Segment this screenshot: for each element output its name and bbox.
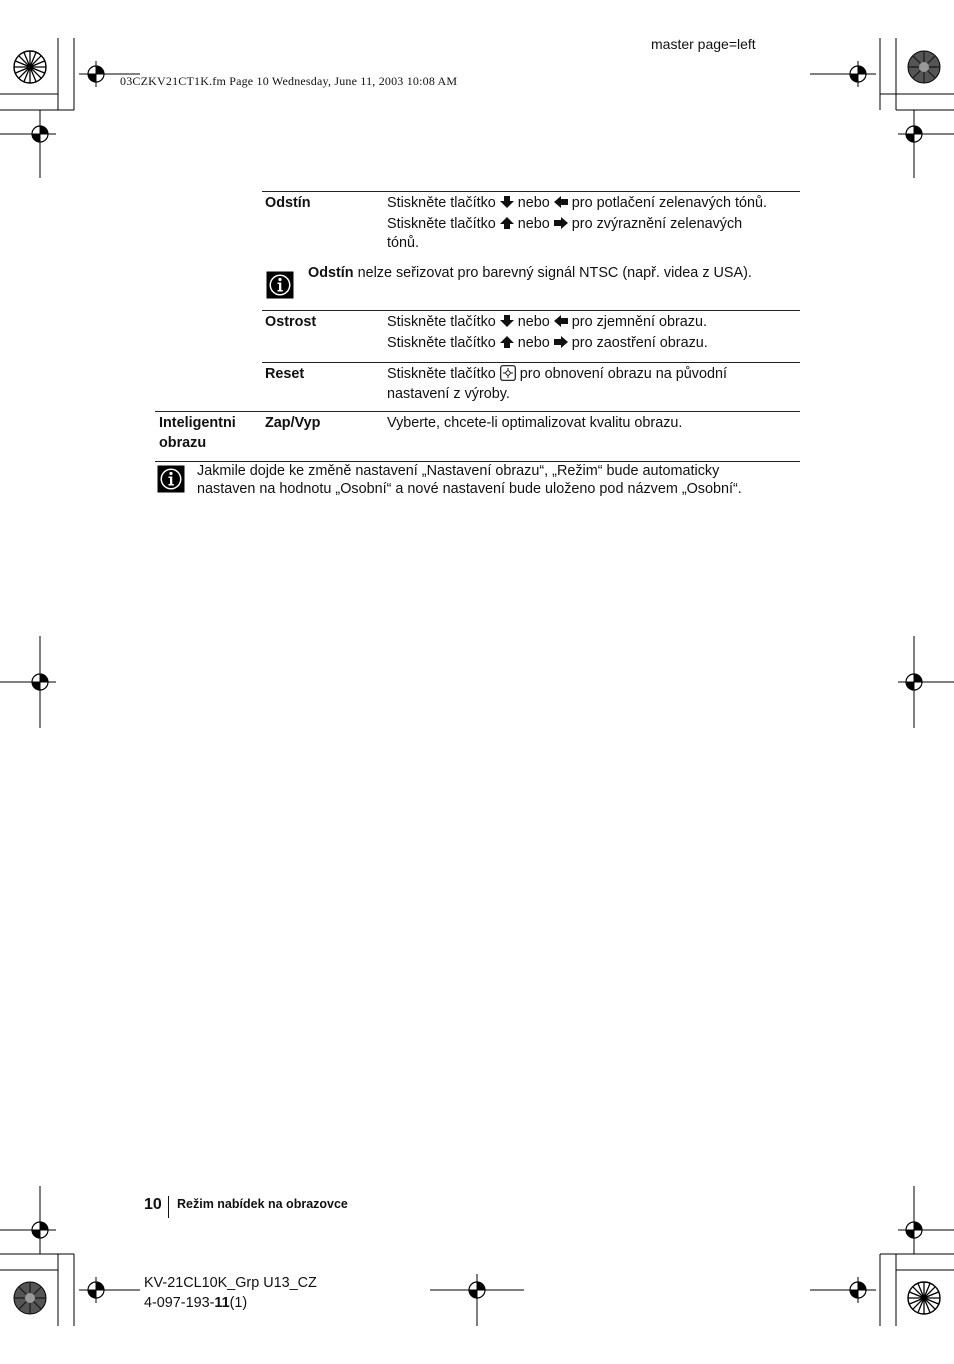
odstin-line2 bbox=[387, 215, 742, 235]
info-icon bbox=[157, 465, 185, 493]
row-label-odstin: Odstín bbox=[265, 195, 311, 211]
row-label-intelligent-2: obrazu bbox=[159, 435, 207, 451]
rule-top bbox=[262, 191, 800, 192]
ostrost-text-2c: pro zaostření obrazu. bbox=[571, 335, 708, 351]
reset-line1 bbox=[387, 365, 727, 385]
reset-line2: nastavení z výroby. bbox=[387, 386, 510, 402]
odstin-text-2a: Stiskněte tlačítko bbox=[387, 216, 496, 232]
ostrost-text-1b: nebo bbox=[517, 314, 550, 330]
reset-text-1a: Stiskněte tlačítko bbox=[387, 366, 496, 382]
info-icon bbox=[266, 271, 294, 299]
odstin-text-2b: nebo bbox=[517, 216, 550, 232]
intelligent-desc: Vyberte, chcete-li optimalizovat kvalitu obrazu. bbox=[387, 415, 683, 431]
odstin-text-2c: pro zvýraznění zelenavých bbox=[571, 216, 743, 232]
rule-ostrost bbox=[262, 310, 800, 311]
section-title: Režim nabídek na obrazovce bbox=[177, 1197, 348, 1211]
page-number-divider bbox=[168, 1196, 169, 1218]
ostrost-line2 bbox=[387, 334, 708, 354]
odstin-note-text: nelze seřizovat pro barevný signál NTSC (např. videa z USA). bbox=[357, 265, 752, 281]
row-label-ostrost: Ostrost bbox=[265, 314, 317, 330]
odstin-note-bold: Odstín bbox=[308, 265, 354, 281]
arrow-left-icon bbox=[554, 315, 568, 327]
row-option-zapvyp: Zap/Vyp bbox=[265, 415, 321, 431]
bottom-note-line1: Jakmile dojde ke změně nastavení „Nastavení obrazu“, „Režim“ bude automaticky bbox=[197, 463, 720, 479]
odstin-text-1b: nebo bbox=[517, 195, 550, 211]
odstin-text-1c: pro potlačení zelenavých tónů. bbox=[571, 195, 767, 211]
ostrost-text-2b: nebo bbox=[517, 335, 550, 351]
row-label-reset: Reset bbox=[265, 366, 305, 382]
part-number-prefix: 4-097-193- bbox=[144, 1295, 215, 1311]
arrow-down-icon bbox=[500, 315, 514, 327]
odstin-text-1a: Stiskněte tlačítko bbox=[387, 195, 496, 211]
ostrost-line1 bbox=[387, 313, 707, 333]
odstin-line1 bbox=[387, 194, 767, 214]
ostrost-text-1c: pro zjemnění obrazu. bbox=[571, 314, 707, 330]
ostrost-text-1a: Stiskněte tlačítko bbox=[387, 314, 496, 330]
arrow-right-icon bbox=[554, 217, 568, 229]
master-page-label: master page=left bbox=[651, 36, 756, 52]
rule-reset bbox=[262, 362, 800, 363]
arrow-down-icon bbox=[500, 196, 514, 208]
arrow-left-icon bbox=[554, 196, 568, 208]
arrow-up-icon bbox=[500, 336, 514, 348]
arrow-up-icon bbox=[500, 217, 514, 229]
bottom-note-line2: nastaven na hodnotu „Osobní“ a nové nastavení bude uloženo pod názvem „Osobní“. bbox=[197, 481, 742, 497]
arrow-right-icon bbox=[554, 336, 568, 348]
rule-intelligent bbox=[155, 411, 800, 412]
odstin-line3: tónů. bbox=[387, 235, 420, 251]
file-info: 03CZKV21CT1K.fm Page 10 Wednesday, June 11, 2003 10:08 AM bbox=[120, 74, 458, 88]
ok-button-icon bbox=[500, 365, 516, 381]
page-number: 10 bbox=[144, 1196, 162, 1213]
odstin-note bbox=[308, 264, 752, 284]
part-number bbox=[144, 1295, 247, 1311]
row-label-intelligent-1: Inteligentni bbox=[159, 415, 236, 431]
reset-text-1b: pro obnovení obrazu na původní bbox=[519, 366, 728, 382]
model-code: KV-21CL10K_Grp U13_CZ bbox=[144, 1275, 317, 1291]
ostrost-text-2a: Stiskněte tlačítko bbox=[387, 335, 496, 351]
part-number-bold: 11 bbox=[214, 1295, 230, 1311]
part-number-suffix: (1) bbox=[229, 1295, 248, 1311]
